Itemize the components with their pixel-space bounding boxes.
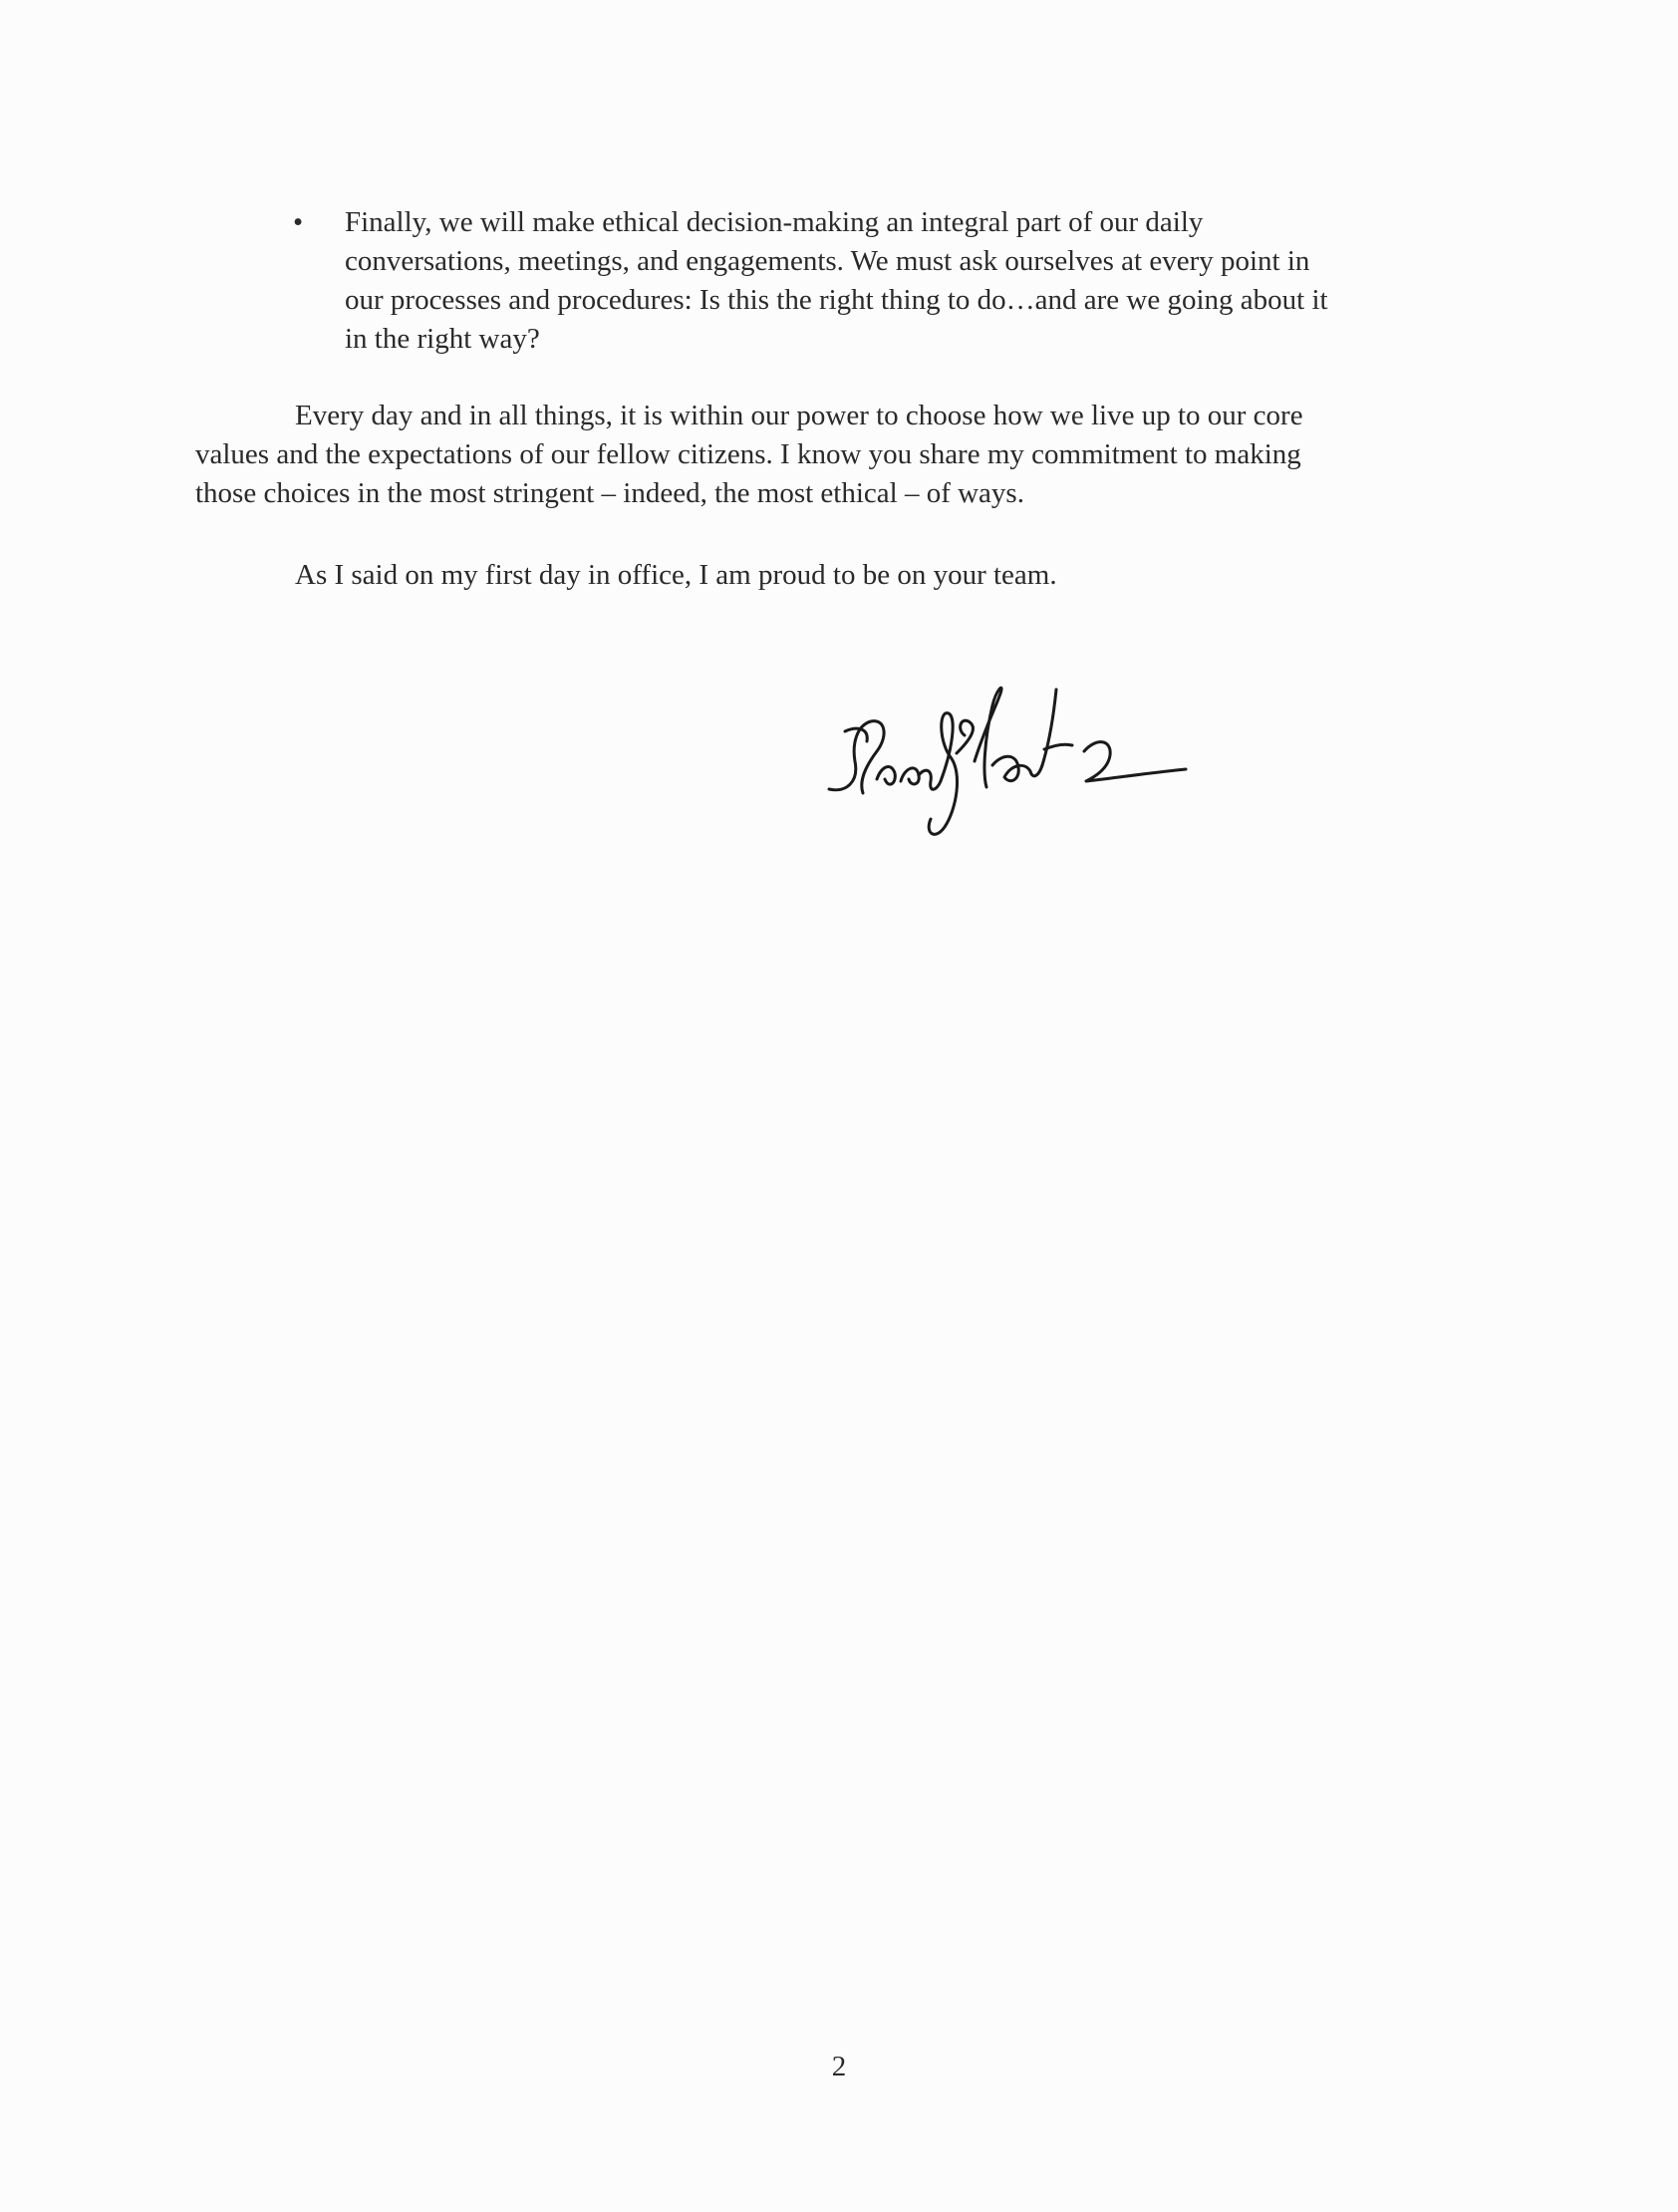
- paragraph-line: values and the expectations of our fellow citizens. I know you share my commitment to making: [195, 438, 1301, 470]
- bullet-line: our processes and procedures: Is this the right thing to do…and are we going about it: [345, 284, 1328, 316]
- bullet-line: in the right way?: [345, 323, 540, 355]
- bullet-line: Finally, we will make ethical decision-making an integral part of our daily: [345, 206, 1204, 238]
- signature-image: [807, 670, 1226, 849]
- bullet-line: conversations, meetings, and engagements. We must ask ourselves at every point in: [345, 245, 1310, 277]
- paragraph-line: Every day and in all things, it is within our power to choose how we live up to our core: [295, 400, 1303, 431]
- bullet-dot: •: [293, 206, 304, 238]
- paragraph-line: those choices in the most stringent – indeed, the most ethical – of ways.: [195, 477, 1024, 509]
- closing-line: As I said on my first day in office, I am proud to be on your team.: [295, 559, 1057, 591]
- page-number: 2: [831, 2051, 847, 2082]
